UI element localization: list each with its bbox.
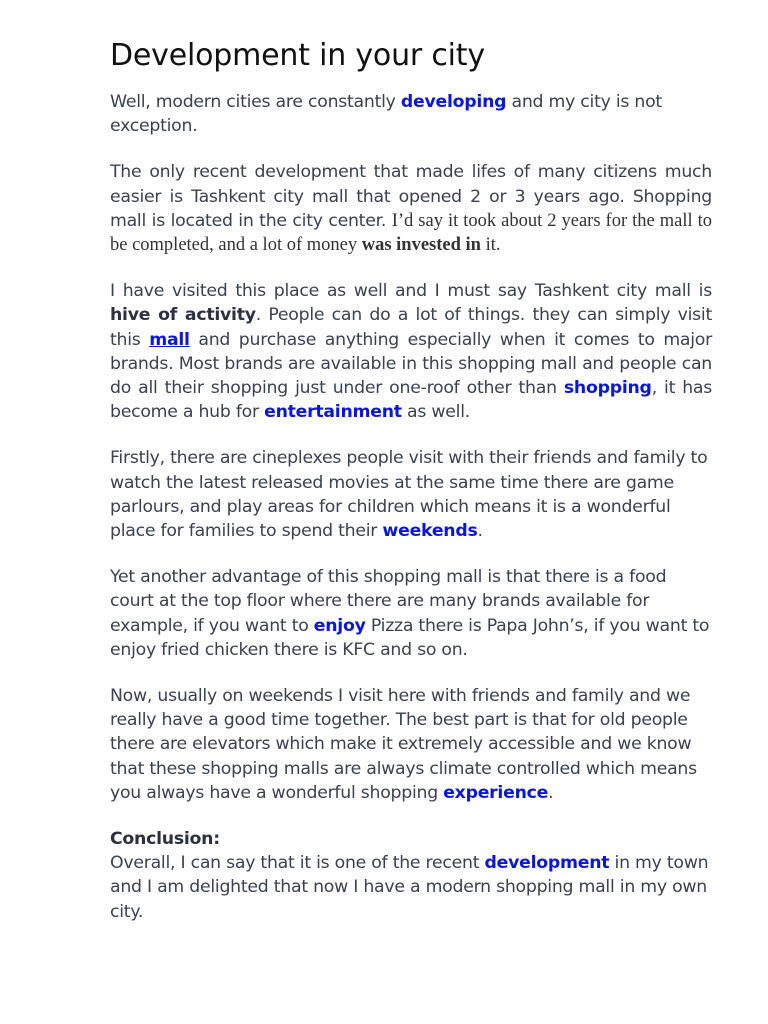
text-run: in my town and I am delighted that now I have a modern shopping mall in my own city. <box>110 853 709 922</box>
keyword-entertainment: entertainment <box>264 402 402 423</box>
page-title: Development in your city <box>110 38 485 73</box>
paragraph-recent-development <box>110 160 712 257</box>
text-run: Overall, I can say that it is one of the recent <box>110 853 485 874</box>
text-run: , it has become a hub for <box>110 378 712 423</box>
keyword-hive-of-activity: hive of activity <box>110 305 256 326</box>
text-run: and purchase anything especially when it comes to major brands. Most brands are available in this shopping mall and people can do all their shopping just under one-roof other than <box>110 329 712 399</box>
paragraph-food-court <box>110 565 712 662</box>
text-run: Yet another advantage of this shopping mall is that there is a food court at the top floor where there are many brands available for example, if you want to <box>110 567 667 636</box>
serif-text-run: it. <box>480 235 501 256</box>
text-run: as well. <box>401 402 471 423</box>
text-run: The only recent development that made lifes of many citizens much easier is Tashkent city mall that opened 2 or 3 years ago. Shopping mall is located in the city center. <box>110 162 712 231</box>
text-run: . <box>477 521 483 542</box>
keyword-developing: developing <box>400 92 507 112</box>
text-run: Well, modern cities are constantly <box>110 92 401 112</box>
keyword-development: development <box>484 853 610 874</box>
keyword-mall-link[interactable]: mall <box>149 329 190 350</box>
text-run: I have visited this place as well and I must say Tashkent city mall is <box>110 281 712 302</box>
text-run: . People can do a lot of things. they can simply visit this <box>110 305 712 350</box>
paragraph-visit <box>110 279 712 424</box>
keyword-weekends: weekends <box>382 521 478 542</box>
paragraph-cineplexes <box>110 446 712 543</box>
conclusion-heading: Conclusion: <box>110 829 220 850</box>
keyword-shopping: shopping <box>563 378 652 399</box>
text-run: Pizza there is Papa John’s, if you want to enjoy fried chicken there is KFC and so on. <box>110 615 710 660</box>
keyword-enjoy: enjoy <box>313 615 366 636</box>
text-run: . <box>548 782 554 803</box>
serif-text-run: I’d say it took about 2 years for the mall to be completed, and a lot of money <box>110 210 712 256</box>
document-page <box>110 36 712 924</box>
keyword-experience: experience <box>443 782 549 803</box>
text-run: Firstly, there are cineplexes people visit with their friends and family to watch the latest released movies at the same time there are game parlours, and play areas for children which means it is a wonderful place for families to spend their <box>110 448 708 542</box>
paragraph-conclusion <box>110 851 712 924</box>
text-run: and my city is not exception. <box>110 92 662 137</box>
paragraph-weekends-visit <box>110 684 712 805</box>
serif-bold-text-run: was invested in <box>361 235 481 256</box>
text-run: Now, usually on weekends I visit here with friends and family and we really have a good time together. The best part is that for old people there are elevators which make it extremely accessible and we know that these shopping malls are always climate controlled which means you always have a wonderful shopping <box>110 686 697 803</box>
paragraph-intro <box>110 90 712 138</box>
